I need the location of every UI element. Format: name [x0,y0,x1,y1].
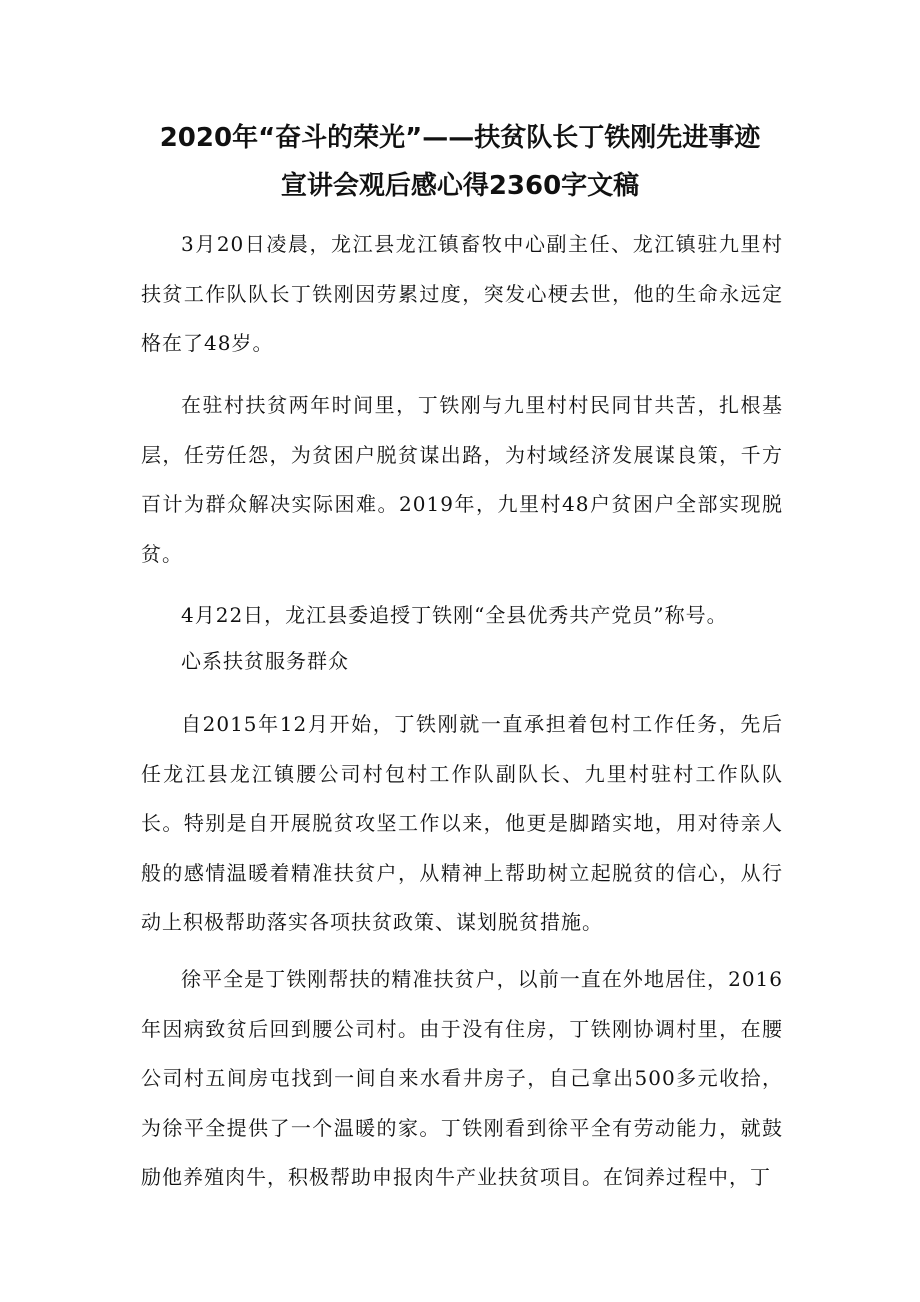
section-heading: 心系扶贫服务群众 [181,649,349,673]
paragraph: 在驻村扶贫两年时间里，丁铁刚与九里村村民同甘共苦，扎根基层，任劳任怨，为贫困户脱贫谋出路，为村域经济发展谋良策，千方百计为群众解决实际困难。2019年，九里村48户贫困户全部实现脱贫。 [141,393,783,566]
paragraph: 3月20日凌晨，龙江县龙江镇畜牧中心副主任、龙江镇驻九里村扶贫工作队队长丁铁刚因劳累过度，突发心梗去世，他的生命永远定格在了48岁。 [141,232,783,355]
document-title-line-1: 2020年“奋斗的荣光”——扶贫队长丁铁刚先进事迹 [159,123,761,153]
paragraph: 徐平全是丁铁刚帮扶的精准扶贫户，以前一直在外地居住，2016年因病致贫后回到腰公司村。由于没有住房，丁铁刚协调村里，在腰公司村五间房屯找到一间自来水看井房子，自己拿出500多元收拾，为徐平全提供了一个温暖的家。丁铁刚看到徐平全有劳动能力，就鼓励他养殖肉牛，积极帮助申报肉牛产业扶贫项目。在饲养过程中，丁 [141,967,783,1189]
document-title-line-2: 宣讲会观后感心得2360字文稿 [280,171,640,201]
paragraph: 自2015年12月开始，丁铁刚就一直承担着包村工作任务，先后任龙江县龙江镇腰公司村包村工作队副队长、九里村驻村工作队队长。特别是自开展脱贫攻坚工作以来，他更是脚踏实地，用对待亲人般的感情温暖着精准扶贫户，从精神上帮助树立起脱贫的信心，从行动上积极帮助落实各项扶贫政策、谋划脱贫措施。 [141,712,783,934]
paragraph: 4月22日，龙江县委追授丁铁刚“全县优秀共产党员”称号。 [181,603,728,627]
